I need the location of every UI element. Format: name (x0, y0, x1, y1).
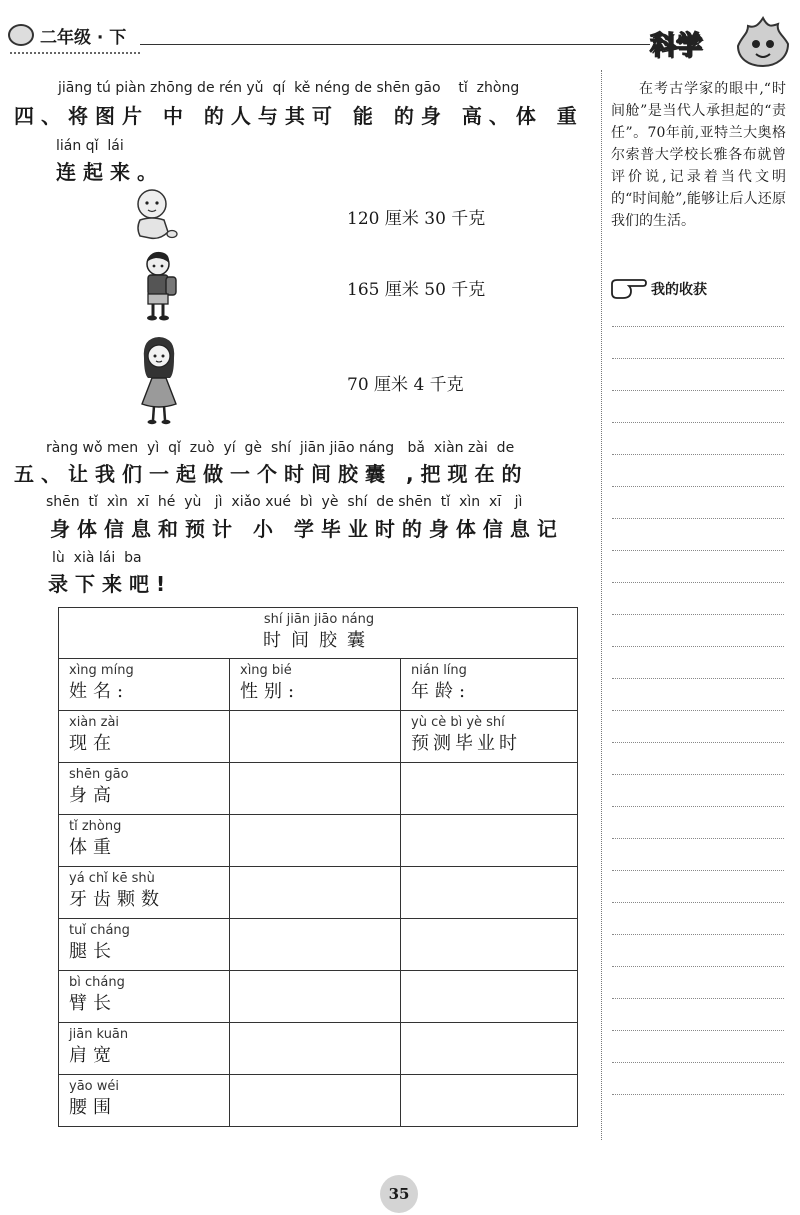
note-line[interactable] (612, 614, 784, 615)
note-line[interactable] (612, 934, 784, 935)
row-pinyin: yāo wéi (69, 1079, 119, 1094)
row-label-text: 臂长 (69, 993, 117, 1014)
row-label-text: 体重 (69, 837, 117, 858)
pointing-hand-icon (609, 278, 647, 300)
note-line[interactable] (612, 454, 784, 455)
now-value-cell[interactable] (230, 919, 401, 971)
forecast-value-cell[interactable] (401, 1075, 578, 1127)
name-pinyin: xìng míng (69, 663, 134, 678)
row-label (59, 1023, 230, 1075)
q5-line-1: 五、让我们一起做一个时间胶囊 ,把现在的 (14, 462, 529, 486)
table-title: 时间胶囊 (263, 630, 375, 651)
row-label (59, 867, 230, 919)
note-line[interactable] (612, 422, 784, 423)
sidebar-note: 在考古学家的眼中,“时间舱”是当代人承担起的“责任”。70年前,亚特兰大奥格尔索普大学校长雅各布就曾评价说,记录着当代文明的“时间舱”,能够让后人还原我们的生活。 (611, 81, 786, 229)
table-row (59, 763, 578, 815)
row-pinyin: tǐ zhòng (69, 819, 122, 834)
note-line[interactable] (612, 838, 784, 839)
row-pinyin: yá chǐ kē shù (69, 871, 155, 886)
note-line[interactable] (612, 710, 784, 711)
subject-label: 科学 (650, 30, 703, 61)
note-line[interactable] (612, 582, 784, 583)
now-value-cell[interactable] (230, 971, 401, 1023)
note-line[interactable] (612, 902, 784, 903)
note-line[interactable] (612, 870, 784, 871)
row-label (59, 815, 230, 867)
table-title-cell (59, 608, 578, 659)
row-label-text: 肩宽 (69, 1045, 117, 1066)
note-line[interactable] (612, 998, 784, 999)
header-rule (140, 44, 650, 45)
row-label-text: 牙齿颗数 (69, 889, 165, 910)
now-value-cell[interactable] (230, 867, 401, 919)
forecast-value-cell[interactable] (401, 867, 578, 919)
now-value-cell[interactable] (230, 763, 401, 815)
column-header-now (59, 711, 230, 763)
harvest-heading (609, 278, 707, 300)
option-height-weight[interactable]: 70 厘米 4 千克 (347, 375, 464, 395)
name-field[interactable] (59, 659, 230, 711)
table-row (59, 971, 578, 1023)
now-value-cell[interactable] (230, 815, 401, 867)
table-row (59, 1023, 578, 1075)
note-line[interactable] (612, 1062, 784, 1063)
forecast-value-cell[interactable] (401, 919, 578, 971)
table-row (59, 1075, 578, 1127)
name-label: 姓名: (69, 681, 130, 702)
header-dotted-rule (10, 52, 140, 54)
note-line[interactable] (612, 1030, 784, 1031)
note-line[interactable] (612, 646, 784, 647)
grade-mascot-icon (8, 24, 34, 46)
age-label: 年龄: (411, 681, 472, 702)
now-pinyin: xiàn zài (69, 715, 120, 730)
q4-pinyin-2: lián qǐ lái (56, 138, 124, 154)
table-row (59, 919, 578, 971)
row-label (59, 1075, 230, 1127)
row-pinyin: jiān kuān (69, 1027, 129, 1042)
forecast-value-cell[interactable] (401, 971, 578, 1023)
row-label-text: 腿长 (69, 941, 117, 962)
q4-line-2: 连起来。 (56, 160, 164, 184)
forecast-label: 预测毕业时 (411, 733, 521, 754)
forecast-value-cell[interactable] (401, 815, 578, 867)
mascot-icon (732, 14, 794, 70)
q5-pinyin-3: lù xià lái ba (52, 550, 142, 566)
gender-label: 性别: (240, 681, 301, 702)
row-pinyin: tuǐ cháng (69, 923, 130, 938)
option-height-weight[interactable]: 120 厘米 30 千克 (347, 209, 486, 229)
forecast-pinyin: yù cè bì yè shí (411, 715, 505, 730)
row-pinyin: shēn gāo (69, 767, 129, 782)
age-pinyin: nián líng (411, 663, 467, 678)
blank-cell (230, 711, 401, 763)
page-number-text: 35 (388, 1185, 410, 1203)
grade-badge (8, 22, 126, 48)
baby-figure-icon[interactable] (130, 186, 180, 242)
girl-figure-icon[interactable] (136, 334, 182, 426)
row-label (59, 763, 230, 815)
row-label-text: 腰围 (69, 1097, 117, 1118)
now-value-cell[interactable] (230, 1075, 401, 1127)
row-label (59, 919, 230, 971)
now-value-cell[interactable] (230, 1023, 401, 1075)
column-header-forecast (401, 711, 578, 763)
q5-line-3: 录下来吧! (48, 572, 173, 596)
note-line[interactable] (612, 678, 784, 679)
boy-figure-icon[interactable] (138, 250, 182, 322)
table-row (59, 867, 578, 919)
q4-line-1: 四、将图片 中 的人与其可 能 的身 高、体 重 (14, 104, 584, 128)
row-label-text: 身高 (69, 785, 117, 806)
sidebar-separator (601, 70, 602, 1140)
option-height-weight[interactable]: 165 厘米 50 千克 (347, 280, 486, 300)
q4-pinyin-1: jiāng tú piàn zhōng de rén yǔ qí kě néng de shēn gāo tǐ zhòng (58, 80, 520, 96)
now-label: 现在 (69, 733, 117, 754)
note-line[interactable] (612, 1094, 784, 1095)
forecast-value-cell[interactable] (401, 1023, 578, 1075)
table-title-pinyin: shí jiān jiāo náng (263, 612, 375, 627)
page-number (380, 1175, 418, 1213)
gender-pinyin: xìng bié (240, 663, 292, 678)
q5-pinyin-2: shēn tǐ xìn xī hé yù jì xiǎo xué bì yè shí de shēn tǐ xìn xī jì (46, 494, 523, 510)
table-row (59, 815, 578, 867)
note-line[interactable] (612, 486, 784, 487)
subject-badge (650, 22, 702, 64)
gender-field[interactable] (230, 659, 401, 711)
note-line[interactable] (612, 550, 784, 551)
time-capsule-table (58, 607, 578, 1127)
grade-label: 二年级 · 下 (40, 27, 127, 48)
note-line[interactable] (612, 742, 784, 743)
harvest-label: 我的收获 (651, 282, 707, 298)
note-line[interactable] (612, 774, 784, 775)
q5-pinyin-1: ràng wǒ men yì qǐ zuò yí gè shí jiān jiāo náng bǎ xiàn zài de (46, 440, 515, 456)
note-line[interactable] (612, 966, 784, 967)
age-field[interactable] (401, 659, 578, 711)
note-line[interactable] (612, 390, 784, 391)
row-label (59, 971, 230, 1023)
note-line[interactable] (612, 358, 784, 359)
note-line[interactable] (612, 806, 784, 807)
note-line[interactable] (612, 326, 784, 327)
row-pinyin: bì cháng (69, 975, 125, 990)
q5-line-2: 身体信息和预计 小 学毕业时的身体信息记 (50, 517, 564, 541)
forecast-value-cell[interactable] (401, 763, 578, 815)
note-line[interactable] (612, 518, 784, 519)
